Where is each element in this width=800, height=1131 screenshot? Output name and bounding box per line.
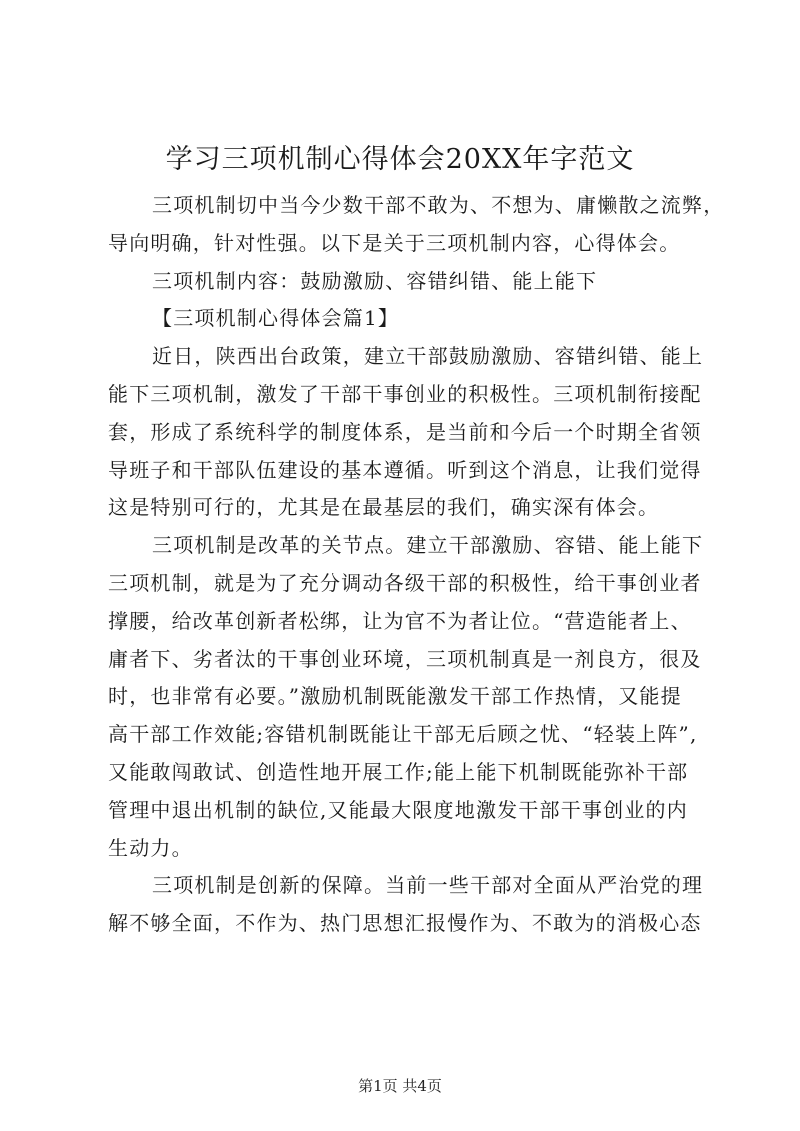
document-title: 学习三项机制心得体会20XX年字范文 [165,144,635,175]
section-heading: 【三项机制心得体会篇1】 [152,306,400,331]
paragraph-line: 导向明确，针对性强。以下是关于三项机制内容，心得体会。 [108,230,681,255]
paragraph-line: 三项机制是创新的保障。当前一些干部对全面从严治党的理 [152,873,704,898]
paragraph-line: 能下三项机制，激发了干部干事创业的积极性。三项机制衔接配 [108,381,702,406]
paragraph-line: 解不够全面，不作为、热门思想汇报慢作为、不敢为的消极心态 [108,911,702,936]
paragraph-line: 高干部工作效能;容错机制既能让干部无后顾之忧、“轻装上阵”, [108,722,698,747]
document-body [108,187,725,943]
paragraph-line: 管理中退出机制的缺位,又能最大限度地激发干部干事创业的内 [108,797,688,822]
paragraph-line: 近日，陕西出台政策，建立干部鼓励激励、容错纠错、能上 [152,344,704,369]
paragraph-line: 三项机制是改革的关节点。建立干部激励、容错、能上能下 [152,533,704,558]
paragraph-line: 撑腰，给改革创新者松绑，让为官不为者让位。“营造能者上、 [108,608,692,633]
paragraph-line: 又能敢闯敢试、创造性地开展工作;能上能下机制既能弥补干部 [108,759,689,784]
paragraph-line: 套，形成了系统科学的制度体系，是当前和今后一个时期全省领 [108,419,702,444]
paragraph-line: 三项机制，就是为了充分调动各级干部的积极性，给干事创业者 [108,570,702,595]
paragraph-line: 三项机制切中当今少数干部不敢为、不想为、庸懒散之流弊， [152,193,725,217]
paragraph-line: 导班子和干部队伍建设的基本遵循。听到这个消息，让我们觉得 [108,457,702,482]
paragraph-line: 时，也非常有必要。”激励机制既能激发干部工作热情，又能提 [108,684,682,709]
paragraph-line: 这是特别可行的，尤其是在最基层的我们，确实深有体会。 [108,495,660,520]
page-footer: 第1页 共4页 [358,1077,442,1095]
paragraph-line: 庸者下、劣者汰的干事创业环境，三项机制真是一剂良方，很及 [108,646,702,671]
paragraph-line: 生动力。 [108,835,193,860]
paragraph-line: 三项机制内容：鼓励激励、容错纠错、能上能下 [152,268,598,293]
